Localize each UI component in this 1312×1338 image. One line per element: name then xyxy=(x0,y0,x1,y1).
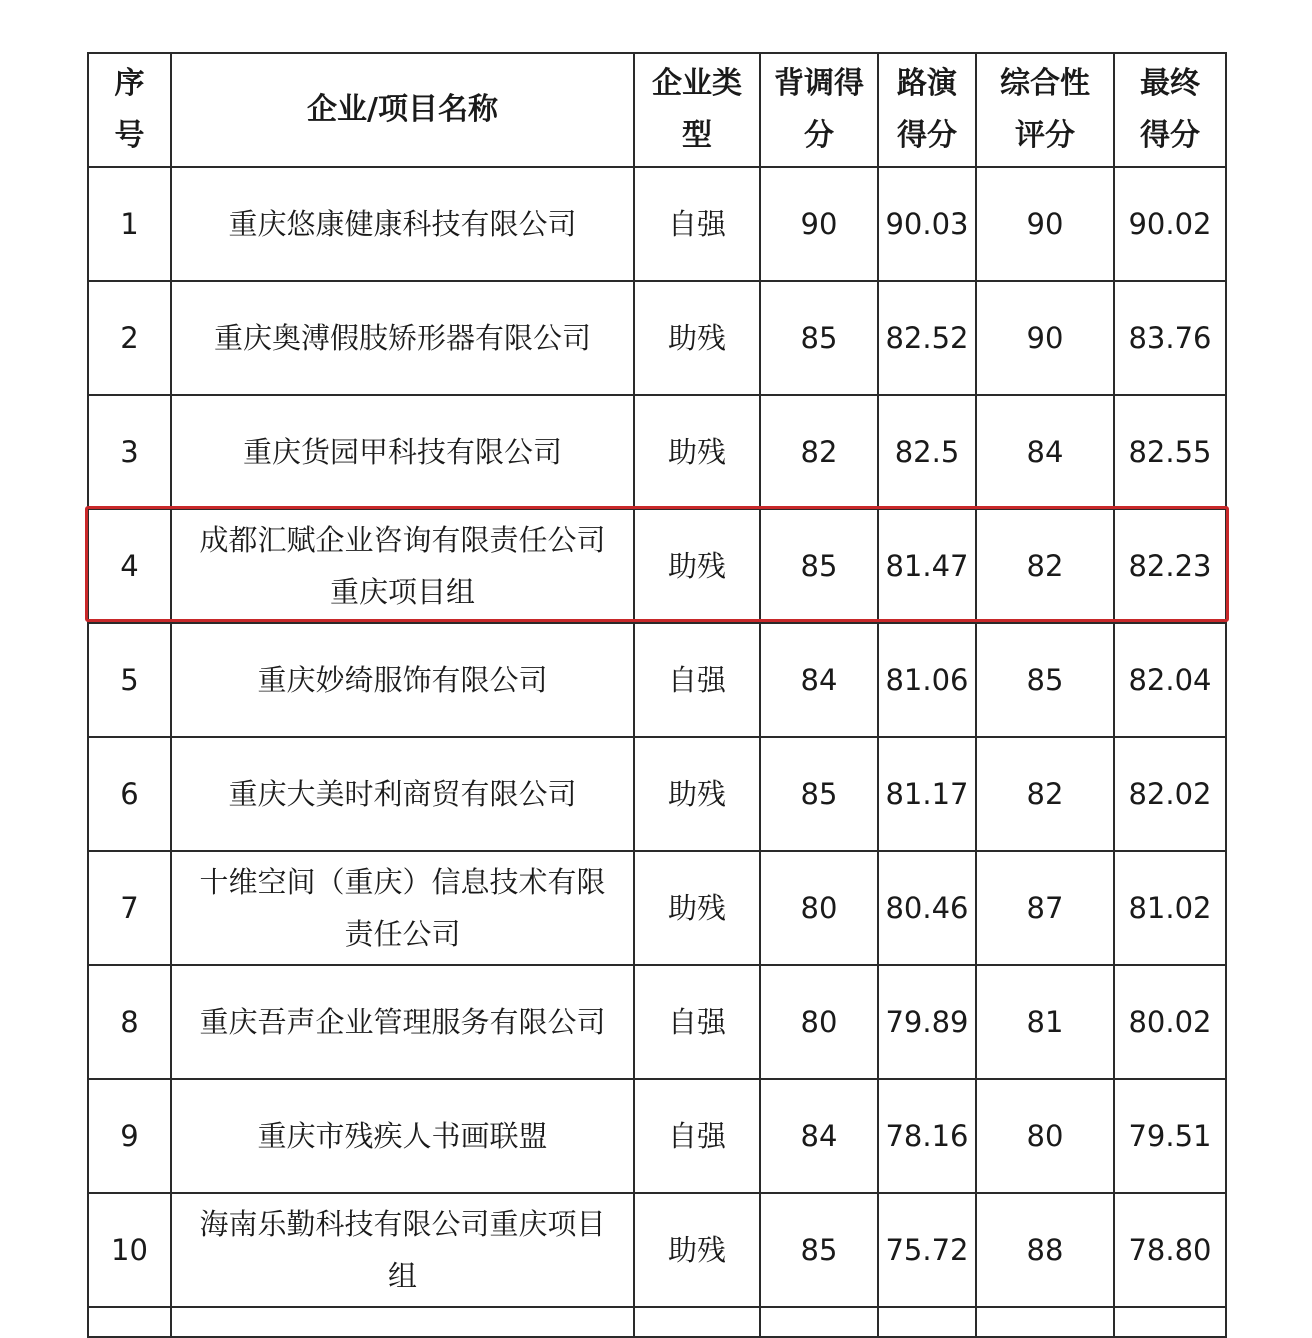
index-cell: 1 xyxy=(88,167,171,281)
index-cell: 9 xyxy=(88,1079,171,1193)
roadshow-score-cell: 82.5 xyxy=(878,395,976,509)
index-cell: 3 xyxy=(88,395,171,509)
background-score-cell: 85 xyxy=(760,737,878,851)
table-header-row xyxy=(88,53,1226,167)
roadshow-score-cell: 80.46 xyxy=(878,851,976,965)
background-score-cell: 84 xyxy=(760,1079,878,1193)
company-name-cell: 成都汇赋企业咨询有限责任公司重庆项目组 xyxy=(171,509,634,623)
index-cell: 7 xyxy=(88,851,171,965)
table-row xyxy=(88,1193,1226,1307)
final-score-cell: 80.02 xyxy=(1114,965,1226,1079)
composite-score-cell: 84 xyxy=(976,395,1114,509)
background-score-cell: 85 xyxy=(760,509,878,623)
company-name-cell: 重庆妙绮服饰有限公司 xyxy=(171,623,634,737)
background-score-cell: 90 xyxy=(760,167,878,281)
index-cell: 2 xyxy=(88,281,171,395)
company-name-cell: 重庆大美时利商贸有限公司 xyxy=(171,737,634,851)
table-row xyxy=(88,281,1226,395)
background-score-cell: 84 xyxy=(760,623,878,737)
final-score-cell: 82.55 xyxy=(1114,395,1226,509)
composite-score-cell: 87 xyxy=(976,851,1114,965)
company-type-cell: 自强 xyxy=(634,167,760,281)
composite-score-cell: 81 xyxy=(976,965,1114,1079)
company-name-cell: 重庆货园甲科技有限公司 xyxy=(171,395,634,509)
final-score-cell: 83.76 xyxy=(1114,281,1226,395)
company-type-cell: 助残 xyxy=(634,281,760,395)
background-score-cell: 85 xyxy=(760,281,878,395)
final-score-cell: 82.04 xyxy=(1114,623,1226,737)
composite-score-cell: 82 xyxy=(976,737,1114,851)
table-row xyxy=(88,1079,1226,1193)
final-score-cell: 78.80 xyxy=(1114,1193,1226,1307)
table-row xyxy=(88,395,1226,509)
company-name-cell: 重庆市残疾人书画联盟 xyxy=(171,1079,634,1193)
final-score-cell: 79.51 xyxy=(1114,1079,1226,1193)
final-score-cell: 81.02 xyxy=(1114,851,1226,965)
table-row xyxy=(88,965,1226,1079)
table-row xyxy=(88,623,1226,737)
background-score-cell: 85 xyxy=(760,1193,878,1307)
company-name-cell: 重庆吾声企业管理服务有限公司 xyxy=(171,965,634,1079)
score-table xyxy=(87,52,1227,1338)
roadshow-score-cell: 79.89 xyxy=(878,965,976,1079)
composite-score-cell: 80 xyxy=(976,1079,1114,1193)
company-name-cell: 海南乐勤科技有限公司重庆项目组 xyxy=(171,1193,634,1307)
roadshow-score-cell: 81.47 xyxy=(878,509,976,623)
header-roadshow-score: 路演得分 xyxy=(878,53,976,167)
index-cell: 8 xyxy=(88,965,171,1079)
roadshow-score-cell: 78.16 xyxy=(878,1079,976,1193)
final-score-cell: 82.23 xyxy=(1114,509,1226,623)
final-score-cell: 82.02 xyxy=(1114,737,1226,851)
company-type-cell: 自强 xyxy=(634,623,760,737)
header-composite-score: 综合性评分 xyxy=(976,53,1114,167)
table-row xyxy=(88,851,1226,965)
roadshow-score-cell: 82.52 xyxy=(878,281,976,395)
company-type-cell: 助残 xyxy=(634,1193,760,1307)
company-type-cell: 助残 xyxy=(634,851,760,965)
index-cell: 6 xyxy=(88,737,171,851)
header-final-score: 最终得分 xyxy=(1114,53,1226,167)
roadshow-score-cell: 81.06 xyxy=(878,623,976,737)
roadshow-score-cell: 81.17 xyxy=(878,737,976,851)
company-type-cell: 自强 xyxy=(634,1079,760,1193)
company-type-cell: 自强 xyxy=(634,965,760,1079)
index-cell: 5 xyxy=(88,623,171,737)
company-type-cell: 助残 xyxy=(634,509,760,623)
table-row xyxy=(88,167,1226,281)
background-score-cell: 82 xyxy=(760,395,878,509)
company-type-cell: 助残 xyxy=(634,737,760,851)
composite-score-cell: 85 xyxy=(976,623,1114,737)
index-cell: 4 xyxy=(88,509,171,623)
company-name-cell: 十维空间（重庆）信息技术有限责任公司 xyxy=(171,851,634,965)
header-background-score: 背调得分 xyxy=(760,53,878,167)
roadshow-score-cell: 90.03 xyxy=(878,167,976,281)
composite-score-cell: 88 xyxy=(976,1193,1114,1307)
roadshow-score-cell: 75.72 xyxy=(878,1193,976,1307)
table-row xyxy=(88,509,1226,623)
composite-score-cell: 90 xyxy=(976,167,1114,281)
final-score-cell: 90.02 xyxy=(1114,167,1226,281)
company-name-cell: 重庆悠康健康科技有限公司 xyxy=(171,167,634,281)
background-score-cell: 80 xyxy=(760,851,878,965)
header-index: 序号 xyxy=(88,53,171,167)
background-score-cell: 80 xyxy=(760,965,878,1079)
company-name-cell: 重庆奥溥假肢矫形器有限公司 xyxy=(171,281,634,395)
header-type: 企业类型 xyxy=(634,53,760,167)
company-type-cell: 助残 xyxy=(634,395,760,509)
composite-score-cell: 82 xyxy=(976,509,1114,623)
table-row-partial xyxy=(88,1307,1226,1337)
header-name: 企业/项目名称 xyxy=(171,53,634,167)
composite-score-cell: 90 xyxy=(976,281,1114,395)
table-row xyxy=(88,737,1226,851)
index-cell: 10 xyxy=(88,1193,171,1307)
